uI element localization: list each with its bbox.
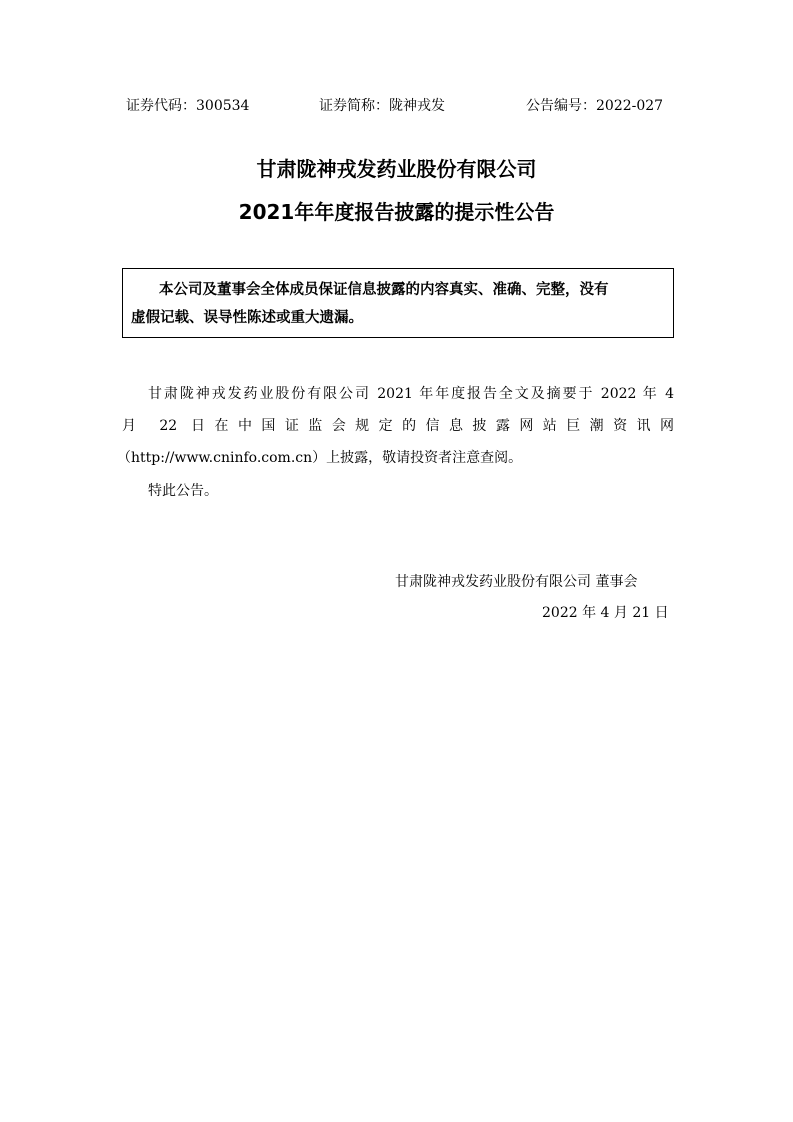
body-line-url: （http://www.cninfo.com.cn）上披露，敬请投资者注意查阅。: [117, 450, 523, 466]
signature-organization: 甘肃陇神戎发药业股份有限公司 董事会: [395, 574, 638, 590]
company-title: 甘肃陇神戎发药业股份有限公司: [256, 157, 537, 181]
stock-code: 证券代码：300534: [126, 98, 250, 114]
body-line: 月 22 日在中国证监会规定的信息披露网站巨潮资讯网: [122, 418, 674, 434]
document-header: [0, 96, 793, 116]
disclaimer-box: [122, 268, 674, 338]
body-line: 甘肃陇神戎发药业股份有限公司 2021 年年度报告全文及摘要于 2022 年 4: [148, 386, 674, 402]
signature-date: 2022 年 4 月 21 日: [542, 605, 669, 621]
disclaimer-line: 虚假记载、误导性陈述或重大遗漏。: [131, 310, 363, 326]
closing-remark: 特此公告。: [148, 483, 218, 499]
disclaimer-line: 本公司及董事会全体成员保证信息披露的内容真实、准确、完整，没有: [159, 282, 609, 298]
stock-abbreviation: 证券简称：陇神戎发: [319, 98, 445, 114]
notice-number: 公告编号：2022-027: [526, 98, 664, 114]
notice-title: 2021年年度报告披露的提示性公告: [238, 200, 555, 224]
